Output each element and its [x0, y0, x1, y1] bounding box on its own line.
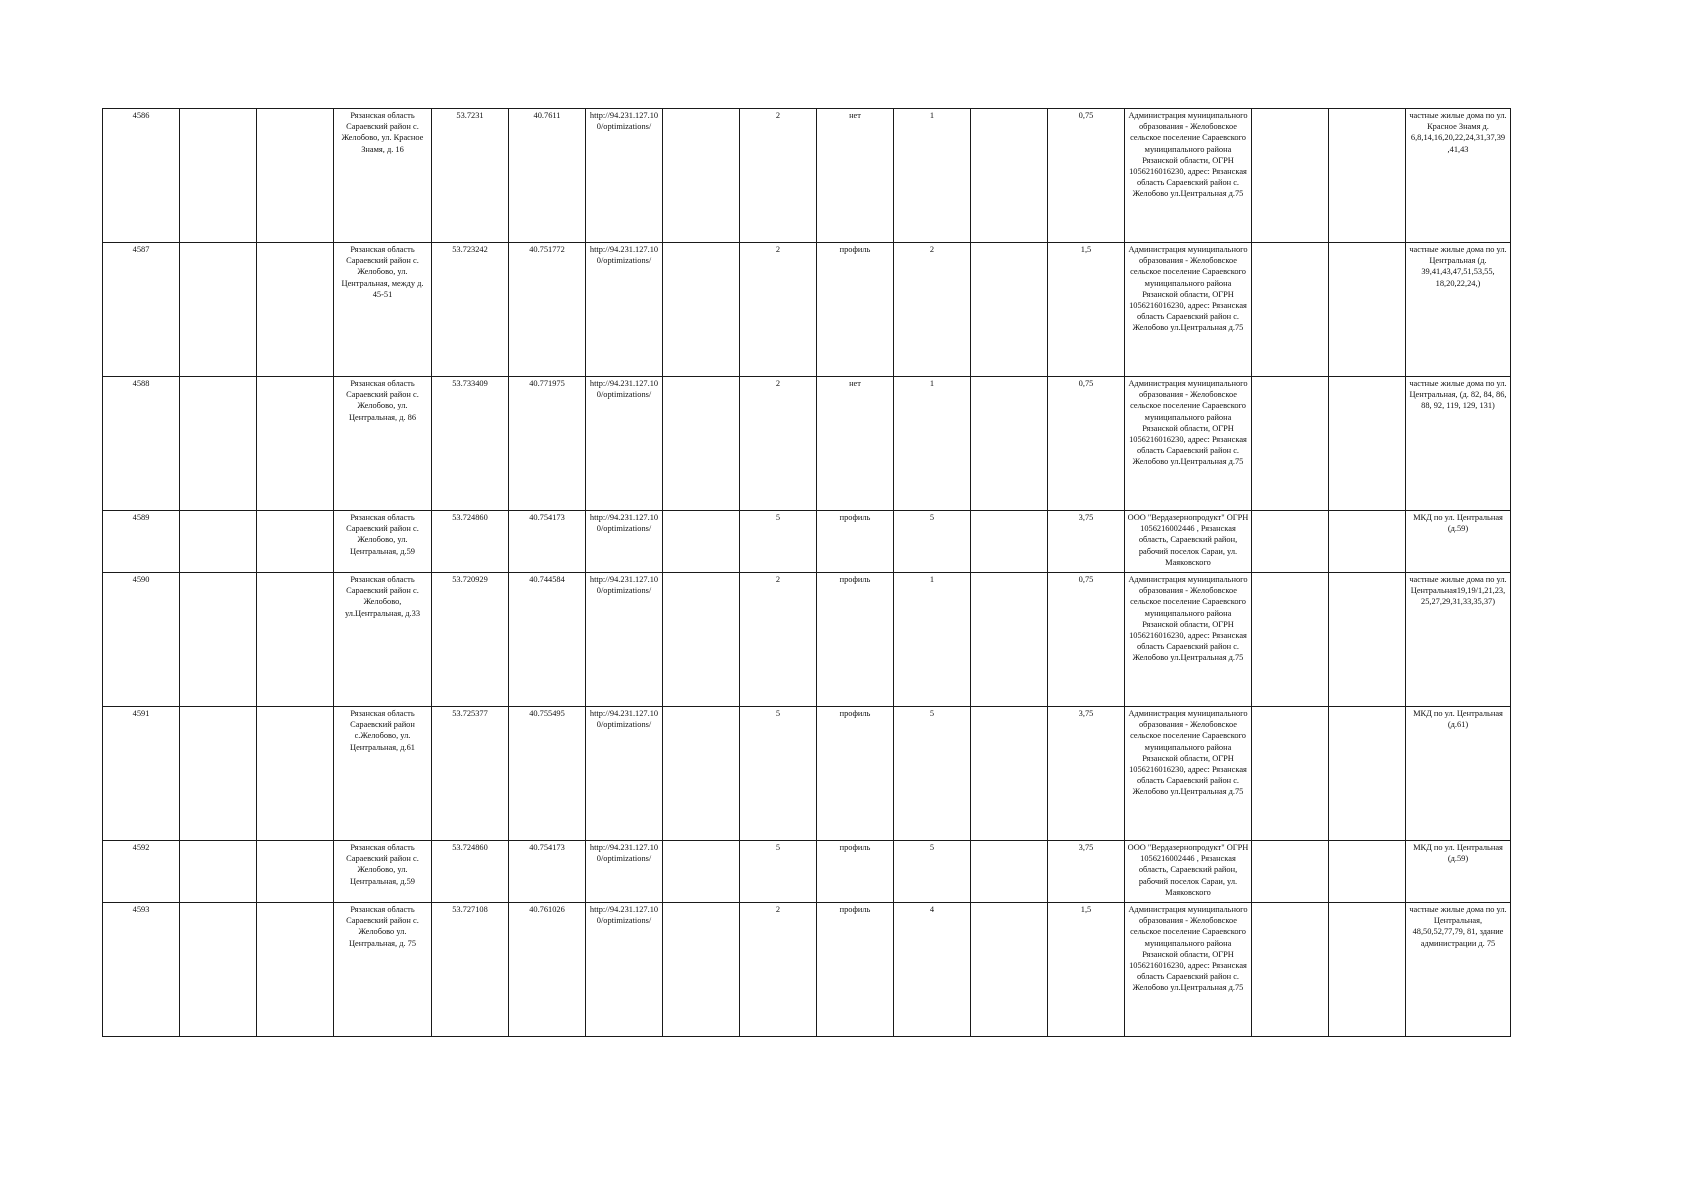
cell-empty [257, 109, 334, 243]
cell-volume: 0,75 [1048, 109, 1125, 243]
cell-cover-type: профиль [817, 573, 894, 707]
cell-empty [971, 377, 1048, 511]
cell-map-link[interactable]: http://94.231.127.100/optimizations/ [586, 109, 663, 243]
cell-container-count: 1 [894, 573, 971, 707]
cell-owner: Администрация муниципального образования - Желобовское сельское поселение Сараевского муниципального района Рязанской области, ОГРН 1056216016230, адрес: Рязанская область Сараевский район с. Желобово ул.Центральная д.75 [1125, 707, 1252, 841]
cell-empty [971, 903, 1048, 1037]
cell-container-count: 2 [894, 243, 971, 377]
cell-latitude: 53.733409 [432, 377, 509, 511]
table-row [103, 377, 1511, 511]
cell-map-link[interactable]: http://94.231.127.100/optimizations/ [586, 243, 663, 377]
cell-empty [971, 573, 1048, 707]
cell-record-number: 4586 [103, 109, 180, 243]
cell-latitude: 53.723242 [432, 243, 509, 377]
cell-site-count: 2 [740, 243, 817, 377]
cell-longitude: 40.754173 [509, 841, 586, 903]
table-row [103, 511, 1511, 573]
cell-empty [663, 903, 740, 1037]
cell-container-count: 5 [894, 511, 971, 573]
cell-latitude: 53.724860 [432, 511, 509, 573]
cell-address: Рязанская область Сараевский район с. Желобово, ул.Центральная, д.33 [334, 573, 432, 707]
cell-empty [180, 903, 257, 1037]
cell-empty [1329, 511, 1406, 573]
cell-empty [257, 511, 334, 573]
cell-empty [663, 707, 740, 841]
cell-longitude: 40.744584 [509, 573, 586, 707]
cell-record-number: 4588 [103, 377, 180, 511]
cell-empty [663, 511, 740, 573]
table-row [103, 573, 1511, 707]
cell-volume: 0,75 [1048, 573, 1125, 707]
cell-empty [1329, 707, 1406, 841]
cell-map-link[interactable]: http://94.231.127.100/optimizations/ [586, 573, 663, 707]
cell-record-number: 4591 [103, 707, 180, 841]
cell-address: Рязанская область Сараевский район с. Желобово, ул. Центральная, д.59 [334, 511, 432, 573]
cell-latitude: 53.725377 [432, 707, 509, 841]
cell-address: Рязанская область Сараевский район с. Желобово, ул. Красное Знамя, д. 16 [334, 109, 432, 243]
cell-cover-type: нет [817, 109, 894, 243]
cell-longitude: 40.751772 [509, 243, 586, 377]
cell-waste-sources: МКД по ул. Центральная (д.59) [1406, 511, 1511, 573]
cell-empty [663, 573, 740, 707]
cell-container-count: 4 [894, 903, 971, 1037]
cell-site-count: 2 [740, 573, 817, 707]
cell-empty [257, 243, 334, 377]
table-row [103, 243, 1511, 377]
cell-record-number: 4593 [103, 903, 180, 1037]
cell-cover-type: профиль [817, 841, 894, 903]
container-sites-table [102, 108, 1511, 1037]
cell-cover-type: профиль [817, 707, 894, 841]
cell-container-count: 5 [894, 841, 971, 903]
cell-longitude: 40.7611 [509, 109, 586, 243]
cell-owner: ООО "Вердазернопродукт" ОГРН 1056216002446 , Рязанская область, Сараевский район, рабочий поселок Сараи, ул. Маяковского [1125, 841, 1252, 903]
cell-map-link[interactable]: http://94.231.127.100/optimizations/ [586, 903, 663, 1037]
cell-empty [1252, 109, 1329, 243]
cell-owner: Администрация муниципального образования - Желобовское сельское поселение Сараевского муниципального района Рязанской области, ОГРН 1056216016230, адрес: Рязанская область Сараевский район с. Желобово ул.Центральная д.75 [1125, 109, 1252, 243]
cell-waste-sources: частные жилые дома по ул. Центральная19,19/1,21,23, 25,27,29,31,33,35,37) [1406, 573, 1511, 707]
cell-empty [180, 511, 257, 573]
cell-empty [257, 573, 334, 707]
cell-empty [1329, 243, 1406, 377]
cell-container-count: 1 [894, 377, 971, 511]
cell-empty [971, 243, 1048, 377]
cell-empty [257, 707, 334, 841]
cell-empty [1329, 903, 1406, 1037]
cell-empty [1252, 903, 1329, 1037]
cell-waste-sources: частные жилые дома по ул. Красное Знамя д. 6,8,14,16,20,22,24,31,37,39 ,41,43 [1406, 109, 1511, 243]
cell-map-link[interactable]: http://94.231.127.100/optimizations/ [586, 707, 663, 841]
cell-empty [257, 903, 334, 1037]
cell-owner: Администрация муниципального образования - Желобовское сельское поселение Сараевского муниципального района Рязанской области, ОГРН 1056216016230, адрес: Рязанская область Сараевский район с. Желобово ул.Центральная д.75 [1125, 573, 1252, 707]
cell-cover-type: нет [817, 377, 894, 511]
cell-site-count: 2 [740, 377, 817, 511]
cell-empty [1329, 109, 1406, 243]
cell-map-link[interactable]: http://94.231.127.100/optimizations/ [586, 511, 663, 573]
cell-record-number: 4589 [103, 511, 180, 573]
cell-owner: ООО "Вердазернопродукт" ОГРН 1056216002446 , Рязанская область, Сараевский район, рабочий поселок Сараи, ул. Маяковского [1125, 511, 1252, 573]
cell-latitude: 53.7231 [432, 109, 509, 243]
cell-site-count: 5 [740, 707, 817, 841]
cell-cover-type: профиль [817, 903, 894, 1037]
cell-empty [1252, 841, 1329, 903]
cell-waste-sources: частные жилые дома по ул. Центральная, (д. 82, 84, 86, 88, 92, 119, 129, 131) [1406, 377, 1511, 511]
cell-site-count: 2 [740, 903, 817, 1037]
cell-address: Рязанская область Сараевский район с. Желобово, ул. Центральная, д. 86 [334, 377, 432, 511]
table-row [103, 707, 1511, 841]
cell-volume: 3,75 [1048, 511, 1125, 573]
cell-empty [257, 377, 334, 511]
cell-empty [180, 573, 257, 707]
cell-empty [257, 841, 334, 903]
cell-address: Рязанская область Сараевский район с. Желобово ул. Центральная, д. 75 [334, 903, 432, 1037]
cell-waste-sources: МКД по ул. Центральная (д.59) [1406, 841, 1511, 903]
cell-address: Рязанская область Сараевский район с.Желобово, ул. Центральная, д.61 [334, 707, 432, 841]
cell-empty [1329, 573, 1406, 707]
cell-empty [180, 109, 257, 243]
cell-volume: 3,75 [1048, 707, 1125, 841]
cell-map-link[interactable]: http://94.231.127.100/optimizations/ [586, 841, 663, 903]
cell-map-link[interactable]: http://94.231.127.100/optimizations/ [586, 377, 663, 511]
cell-waste-sources: частные жилые дома по ул. Центральная (д. 39,41,43,47,51,53,55, 18,20,22,24,) [1406, 243, 1511, 377]
cell-volume: 3,75 [1048, 841, 1125, 903]
cell-empty [663, 243, 740, 377]
cell-container-count: 1 [894, 109, 971, 243]
cell-latitude: 53.727108 [432, 903, 509, 1037]
cell-cover-type: профиль [817, 511, 894, 573]
cell-owner: Администрация муниципального образования - Желобовское сельское поселение Сараевского муниципального района Рязанской области, ОГРН 1056216016230, адрес: Рязанская область Сараевский район с. Желобово ул.Центральная д.75 [1125, 377, 1252, 511]
cell-empty [180, 841, 257, 903]
cell-longitude: 40.761026 [509, 903, 586, 1037]
cell-longitude: 40.771975 [509, 377, 586, 511]
cell-address: Рязанская область Сараевский район с. Желобово, ул. Центральная, д.59 [334, 841, 432, 903]
cell-empty [663, 377, 740, 511]
registry-sheet [102, 108, 1511, 1037]
cell-latitude: 53.720929 [432, 573, 509, 707]
cell-empty [1252, 573, 1329, 707]
cell-empty [971, 841, 1048, 903]
cell-empty [1252, 707, 1329, 841]
cell-waste-sources: МКД по ул. Центральная (д.61) [1406, 707, 1511, 841]
cell-site-count: 2 [740, 109, 817, 243]
cell-empty [1329, 841, 1406, 903]
cell-empty [663, 841, 740, 903]
table-row [103, 903, 1511, 1037]
cell-volume: 1,5 [1048, 903, 1125, 1037]
cell-container-count: 5 [894, 707, 971, 841]
cell-empty [971, 511, 1048, 573]
cell-volume: 0,75 [1048, 377, 1125, 511]
cell-empty [1329, 377, 1406, 511]
cell-longitude: 40.755495 [509, 707, 586, 841]
cell-address: Рязанская область Сараевский район с. Желобово, ул. Центральная, между д. 45-51 [334, 243, 432, 377]
cell-record-number: 4590 [103, 573, 180, 707]
cell-empty [180, 707, 257, 841]
cell-record-number: 4587 [103, 243, 180, 377]
cell-empty [1252, 511, 1329, 573]
cell-record-number: 4592 [103, 841, 180, 903]
cell-empty [663, 109, 740, 243]
cell-volume: 1,5 [1048, 243, 1125, 377]
cell-empty [180, 243, 257, 377]
cell-empty [180, 377, 257, 511]
cell-site-count: 5 [740, 841, 817, 903]
cell-empty [1252, 243, 1329, 377]
table-row [103, 841, 1511, 903]
cell-cover-type: профиль [817, 243, 894, 377]
cell-empty [971, 109, 1048, 243]
cell-owner: Администрация муниципального образования - Желобовское сельское поселение Сараевского муниципального района Рязанской области, ОГРН 1056216016230, адрес: Рязанская область Сараевский район с. Желобово ул.Центральная д.75 [1125, 903, 1252, 1037]
cell-longitude: 40.754173 [509, 511, 586, 573]
cell-empty [1252, 377, 1329, 511]
cell-owner: Администрация муниципального образования - Желобовское сельское поселение Сараевского муниципального района Рязанской области, ОГРН 1056216016230, адрес: Рязанская область Сараевский район с. Желобово ул.Центральная д.75 [1125, 243, 1252, 377]
cell-latitude: 53.724860 [432, 841, 509, 903]
cell-site-count: 5 [740, 511, 817, 573]
table-row [103, 109, 1511, 243]
cell-empty [971, 707, 1048, 841]
cell-waste-sources: частные жилые дома по ул. Центральная, 48,50,52,77,79, 81, здание администрации д. 75 [1406, 903, 1511, 1037]
